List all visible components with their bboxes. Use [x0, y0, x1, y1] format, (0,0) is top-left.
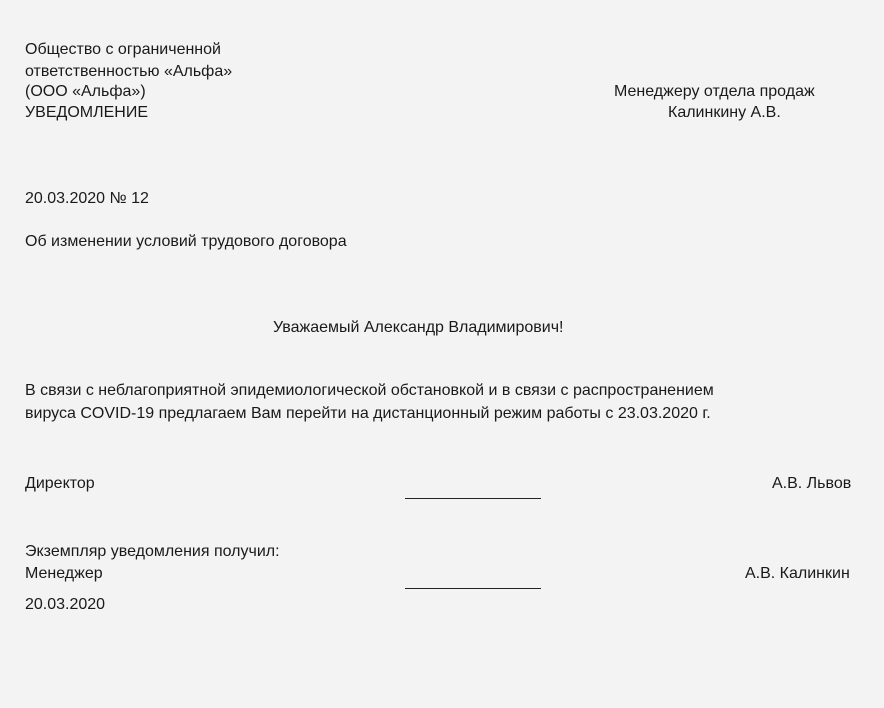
document-type: УВЕДОМЛЕНИЕ [25, 104, 149, 121]
sender-line-3: (ООО «Альфа») [25, 83, 146, 100]
document-subject: Об изменении условий трудового договора [25, 233, 347, 250]
sender-line-2: ответственностью «Альфа» [25, 63, 233, 80]
director-signature-line [405, 498, 541, 499]
document-date-number: 20.03.2020 № 12 [25, 190, 149, 207]
director-name: А.В. Львов [772, 475, 852, 492]
recipient-position: Менеджеру отдела продаж [614, 83, 815, 100]
recipient-name: Калинкину А.В. [668, 104, 781, 121]
receipt-name: А.В. Калинкин [745, 565, 850, 582]
body-line-2: вируса COVID-19 предлагаем Вам перейти на дистанционный режим работы с 23.03.2020 г. [25, 405, 711, 422]
receipt-title: Менеджер [25, 565, 103, 582]
receipt-date: 20.03.2020 [25, 596, 106, 613]
sender-line-1: Общество с ограниченной [25, 41, 221, 58]
director-title: Директор [25, 475, 95, 492]
body-line-1: В связи с неблагоприятной эпидемиологической обстановкой и в связи с распространением [25, 382, 714, 399]
receipt-caption: Экземпляр уведомления получил: [25, 543, 280, 560]
receipt-signature-line [405, 588, 541, 589]
salutation: Уважаемый Александр Владимирович! [273, 319, 564, 336]
